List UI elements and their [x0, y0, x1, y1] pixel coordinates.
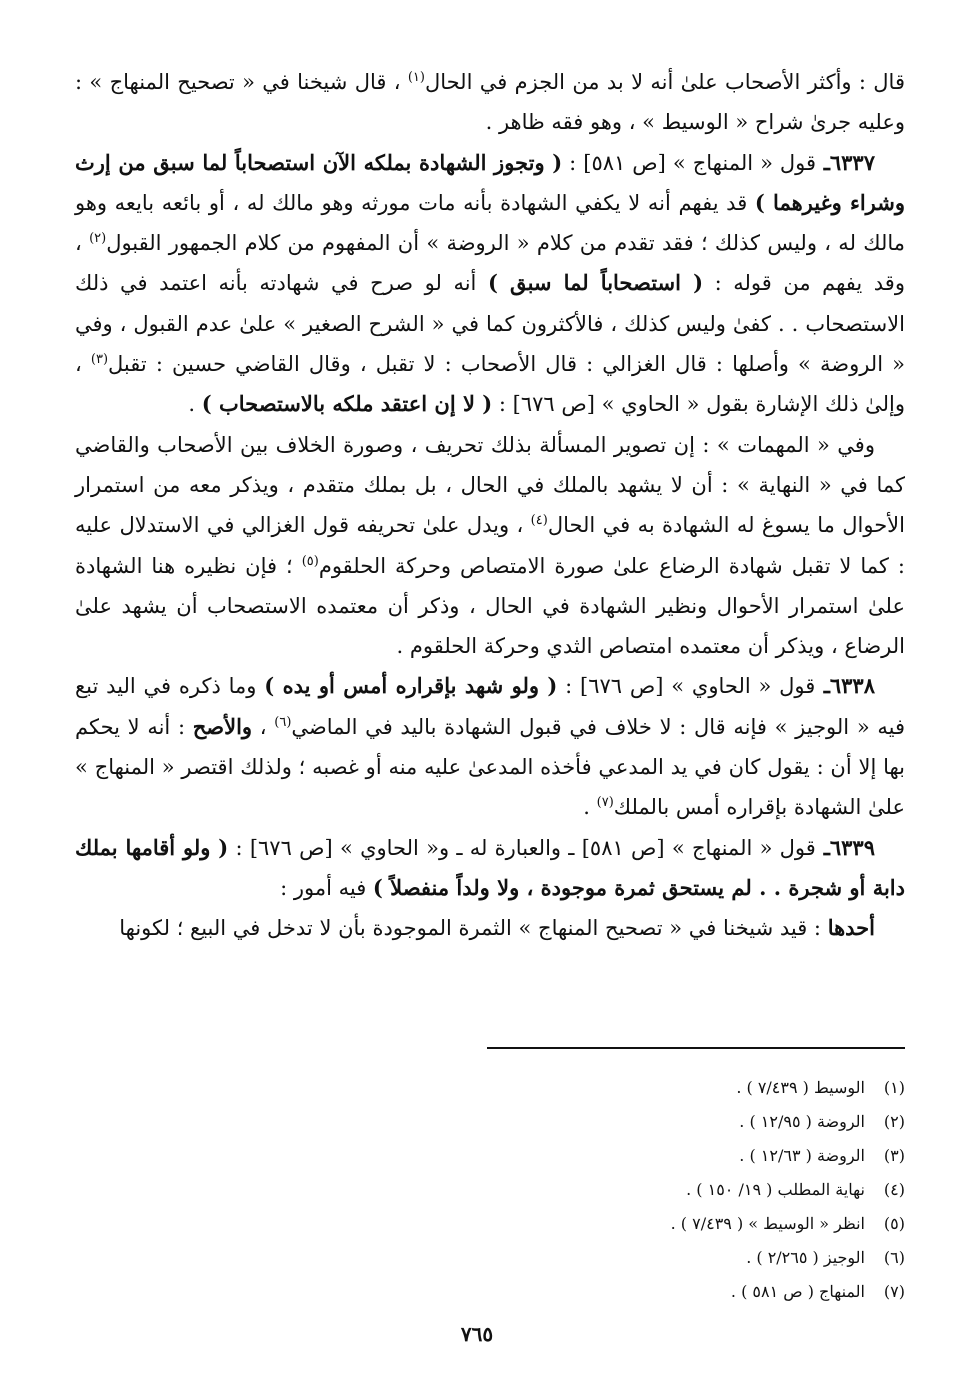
text-segment: وما ذكره في اليد تبع فيه « الوجيز » فإنه قال : لا خلاف في قبول الشهادة باليد في الماضي	[75, 674, 905, 739]
footnote	[450, 1241, 905, 1275]
footnote-number: (٦)	[883, 1248, 905, 1267]
footnote-reference: (٣)	[90, 352, 109, 368]
text-segment: قول « الحاوي » [ص ٦٧٦] :	[557, 674, 816, 699]
text-segment: قد يفهم أنه لا يكفي الشهادة بأنه مات مورثه وهو مالك له ، أو بائعه بايعه وهو مالك له ، وليس كذلك ؛ فقد تقدم من كلام « الروضة » أن المفهوم من كلام الجمهور القبول	[75, 190, 905, 256]
paragraph	[75, 143, 905, 425]
bold-text: ( ولو أقامها بملك دابة أو شجرة . . لم يستحق ثمرة موجودة ، ولا ولداً منفصلاً )	[75, 834, 905, 900]
footnote	[450, 1173, 905, 1207]
footnotes	[450, 1071, 905, 1309]
footnote-text: انظر « الوسيط » ( ٧/٤٣٩ ) .	[670, 1214, 865, 1233]
footnote-text: الوجيز ( ٢/٢٦٥ ) .	[746, 1248, 865, 1267]
body-text	[75, 62, 905, 949]
bold-text: ( ولو شهد بإقراره أمس أو يده )	[264, 673, 558, 699]
text-segment: ،	[252, 714, 275, 739]
text-segment: ، وقد يفهم من قوله :	[75, 231, 905, 296]
footnote-text: المنهاج ( ص ٥٨١ ) .	[730, 1282, 865, 1301]
footnote-number: (٧)	[883, 1282, 905, 1301]
text-segment: وفي « المهمات » : إن تصوير المسألة بذلك تحريف ، وصورة الخلاف بين الأصحاب والقاضي كما في « النهاية » : أن لا يشهد بالملك في الحال ، بل بملك متقدم ، ويذكر معه من استمرار الأحوال ما يسوغ له الشهادة به في الحال	[75, 432, 905, 538]
paragraph	[75, 828, 905, 909]
text-segment: : أنه لا يحكم بها إلا أن : يقول كان في يد المدعي فأخذه المدعىٰ عليه منه أو غصبه ؛ ولذلك اقتصر « المنهاج » علىٰ الشهادة بإقراره أمس بالملك	[75, 714, 905, 820]
footnote-text: الوسيط ( ٧/٤٣٩ ) .	[736, 1078, 865, 1097]
footnote-reference: (٥)	[301, 553, 319, 569]
bold-text: ( لا إن اعتقد ملكه بالاستصحاب )	[201, 391, 493, 417]
footnote	[450, 1275, 905, 1309]
text-segment: : قيد شيخنا في « تصحيح المنهاج » الثمرة الموجودة بأن لا تدخل في البيع ؛ لكونها	[119, 916, 828, 941]
footnote-number: (٤)	[883, 1180, 905, 1199]
text-segment: أنه لو صرح في شهادته بأنه اعتمد في ذلك الاستصحاب . . كفىٰ وليس كذلك ، فالأكثرون كما في « الشرح الصغير » علىٰ عدم القبول ، وفي « الروضة » وأصلها : قال الغزالي : قال الأصحاب : لا تقبل ، وقال القاضي حسين : تقبل	[75, 271, 905, 377]
footnote-divider	[487, 1047, 905, 1049]
text-segment: قال : وأكثر الأصحاب علىٰ أنه لا بد من الجزم في الحال	[424, 70, 905, 94]
text-segment: ، ويدل علىٰ تحريفه قول الغزالي في الاستدلال عليه : كما لا تقبل شهادة الرضاع علىٰ صورة الامتصاص وحركة الحلقوم	[75, 513, 905, 578]
bold-text: أحدها	[827, 915, 875, 941]
text-segment: ، قال شيخنا في « تصحيح المنهاج » : وعليه جرىٰ شراح « الوسيط » ، وهو فقه ظاهر .	[75, 70, 905, 135]
footnote-reference: (٧)	[596, 795, 614, 811]
footnote-reference: (١)	[407, 70, 425, 85]
text-segment: ، وإلىٰ ذلك الإشارة بقول « الحاوي » [ص ٦٧٦] :	[75, 352, 905, 417]
footnote	[450, 1139, 905, 1173]
footnote	[450, 1207, 905, 1241]
footnote-reference: (٢)	[89, 231, 107, 247]
bold-text: والأصح	[192, 713, 253, 739]
page-number: ٧٦٥	[460, 1322, 494, 1346]
footnote-text: الروضة ( ١٢/٦٣ ) .	[739, 1146, 865, 1165]
footnote	[450, 1071, 905, 1105]
paragraph	[75, 908, 905, 948]
footnote-number: (٥)	[883, 1214, 905, 1233]
bold-text: ( وتجوز الشهادة بملكه الآن استصحاباً لما سبق من إرث وشراء وغيرهما )	[75, 149, 905, 215]
footnote-number: (١)	[883, 1078, 905, 1097]
footnote-reference: (٦)	[274, 714, 292, 730]
footnote-text: نهاية المطلب ( ١٩/ ١٥٠ ) .	[686, 1180, 865, 1199]
text-segment: قول « المنهاج » [ص ٥٨١] :	[562, 150, 817, 175]
footnote-number: (٢)	[883, 1112, 905, 1131]
bold-text: ٦٣٣٧ـ	[816, 149, 875, 175]
main-text	[75, 62, 905, 949]
bold-text: ( استصحاباً لما سبق )	[487, 270, 704, 296]
text-segment: ؛ فإن نظيره هنا الشهادة علىٰ استمرار الأحوال ونظير الشهادة في الحال ، وذكر أن معتمده الاستصحاب أن يشهد علىٰ الرضاع ، ويذكر أن معتمده امتصاص الثدي وحركة الحلقوم .	[75, 553, 905, 659]
paragraph	[75, 62, 905, 143]
footnote-reference: (٤)	[530, 513, 548, 529]
text-segment: .	[188, 392, 202, 417]
bold-text: ٦٣٣٨ـ	[815, 673, 875, 699]
text-segment: .	[583, 795, 597, 820]
text-segment: قول « المنهاج » [ص ٥٨١] ـ والعبارة له ـ و« الحاوي » [ص ٦٧٦] :	[228, 835, 816, 860]
bold-text: ٦٣٣٩ـ	[815, 834, 875, 860]
footnote-number: (٣)	[883, 1146, 905, 1165]
paragraph	[75, 666, 905, 827]
footnote	[450, 1105, 905, 1139]
text-segment: فيه أمور :	[280, 875, 373, 900]
footnote-text: الروضة ( ١٢/٩٥ ) .	[739, 1112, 865, 1131]
paragraph	[75, 425, 905, 667]
